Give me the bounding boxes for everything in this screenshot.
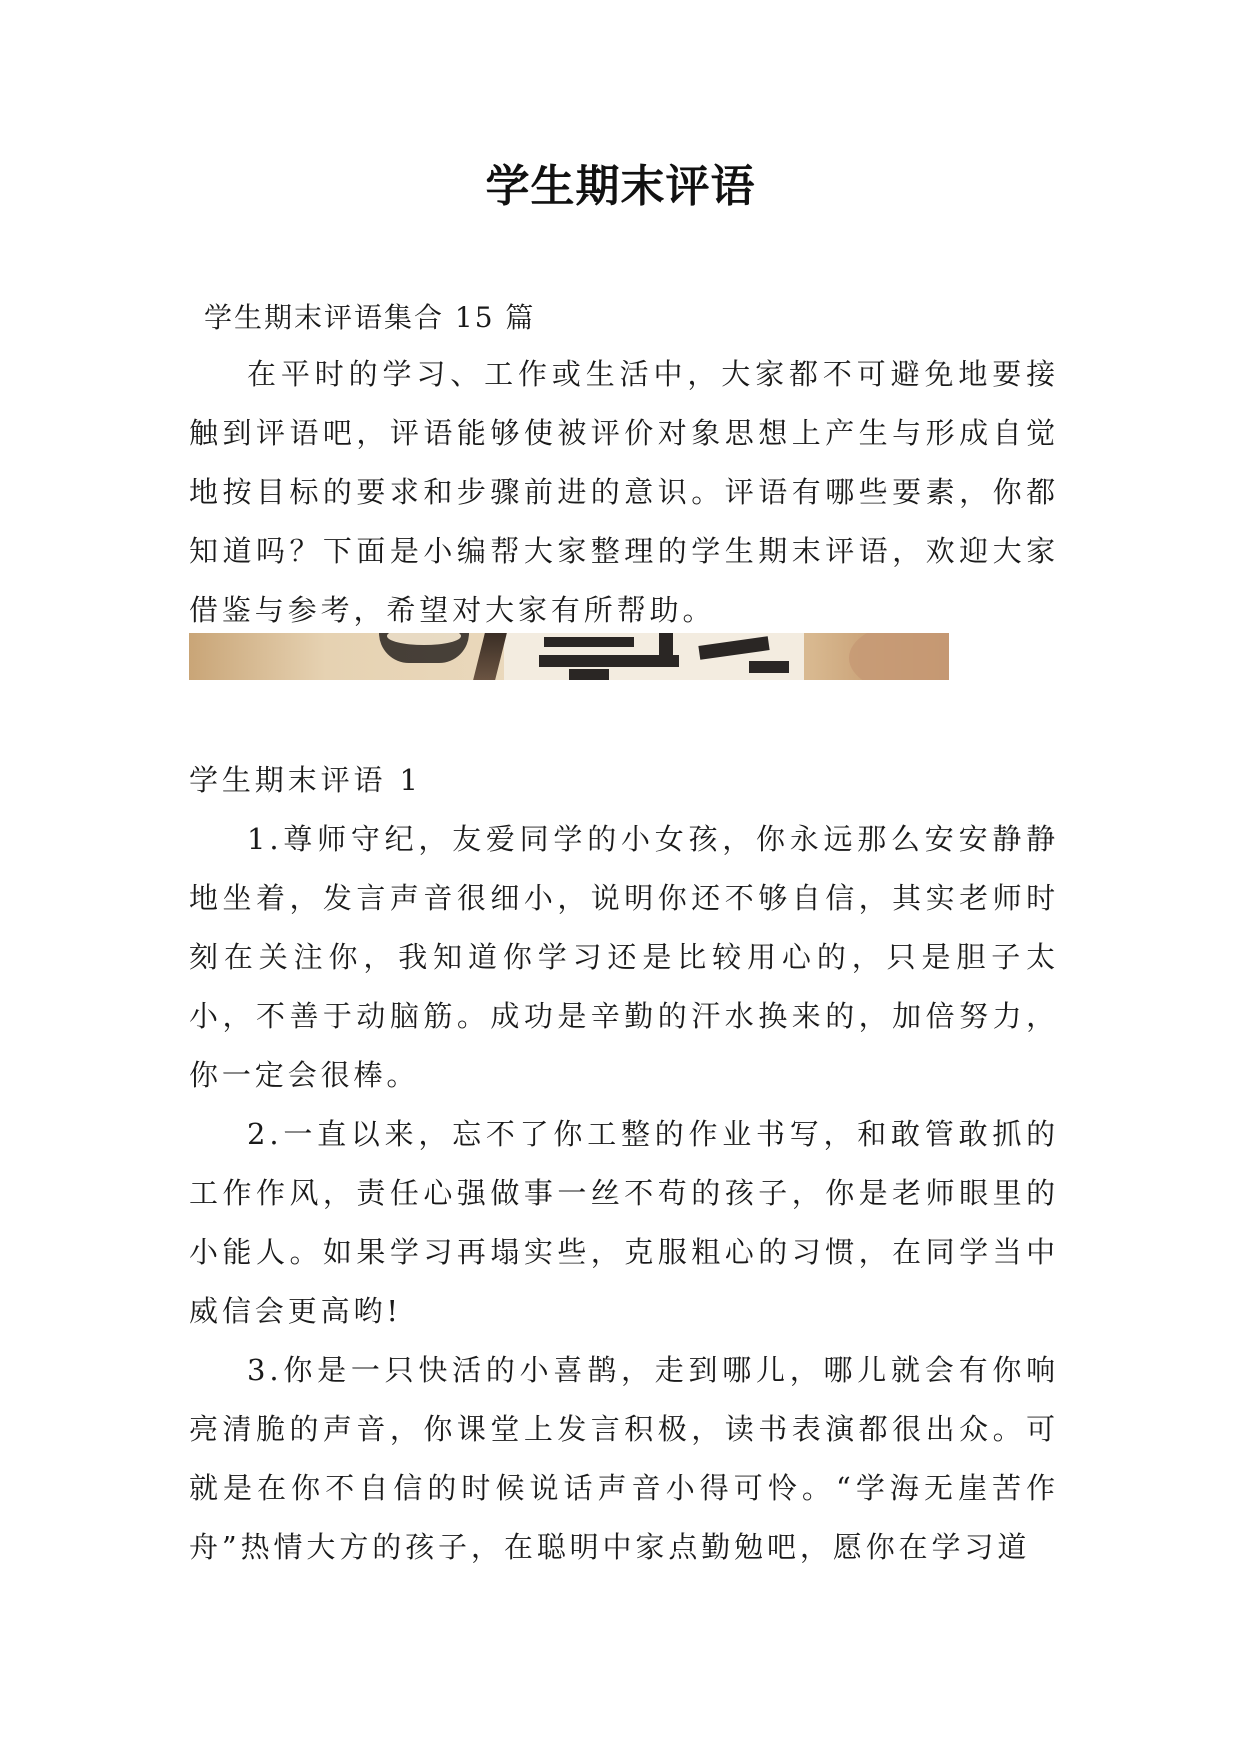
comment-list [189,810,1059,1577]
calligraphy-stroke [749,661,789,673]
calligraphy-stroke [539,655,679,667]
calligraphy-stroke [659,633,673,663]
calligraphy-stroke [569,669,609,680]
ink-dish-shape [379,633,469,663]
intro-block [189,345,1059,640]
document-title: 学生期末评语 [485,161,756,212]
intro-paragraph: 在平时的学习、工作或生活中，大家都不可避免地要接触到评语吧，评语能够使被评价对象思想上产生与形成自觉地按目标的要求和步骤前进的意识。评语有哪些要素，你都知道吗？下面是小编帮大家整理的学生期末评语，欢迎大家借鉴与参考，希望对大家有所帮助。 [189,357,1059,627]
comment-item: 1.尊师守纪，友爱同学的小女孩，你永远那么安安静静地坐着，发言声音很细小，说明你还不够自信，其实老师时刻在关注你，我知道你学习还是比较用心的，只是胆子太小，不善于动脑筋。成功是辛勤的汗水换来的，加倍努力，你一定会很棒。 [189,822,1059,1092]
section-heading: 学生期末评语 1 [189,763,422,797]
document-subtitle: 学生期末评语集合 15 篇 [204,301,536,334]
calligraphy-stroke [544,637,634,647]
comment-item: 2.一直以来，忘不了你工整的作业书写，和敢管敢抓的工作作风，责任心强做事一丝不苟的孩子，你是老师眼里的小能人。如果学习再塌实些，克服粗心的习惯，在同学当中威信会更高哟! [189,1117,1059,1328]
brush-shape [473,633,507,680]
hand-shape [849,633,949,680]
comment-item: 3.你是一只快活的小喜鹊，走到哪儿，哪儿就会有你响亮清脆的声音，你课堂上发言积极，读书表演都很出众。可就是在你不自信的时候说话声音小得可怜。“学海无崖苦作舟”热情大方的孩子，在聪明中家点勤勉吧，愿你在学习道 [189,1353,1059,1564]
banner-image [189,633,949,680]
